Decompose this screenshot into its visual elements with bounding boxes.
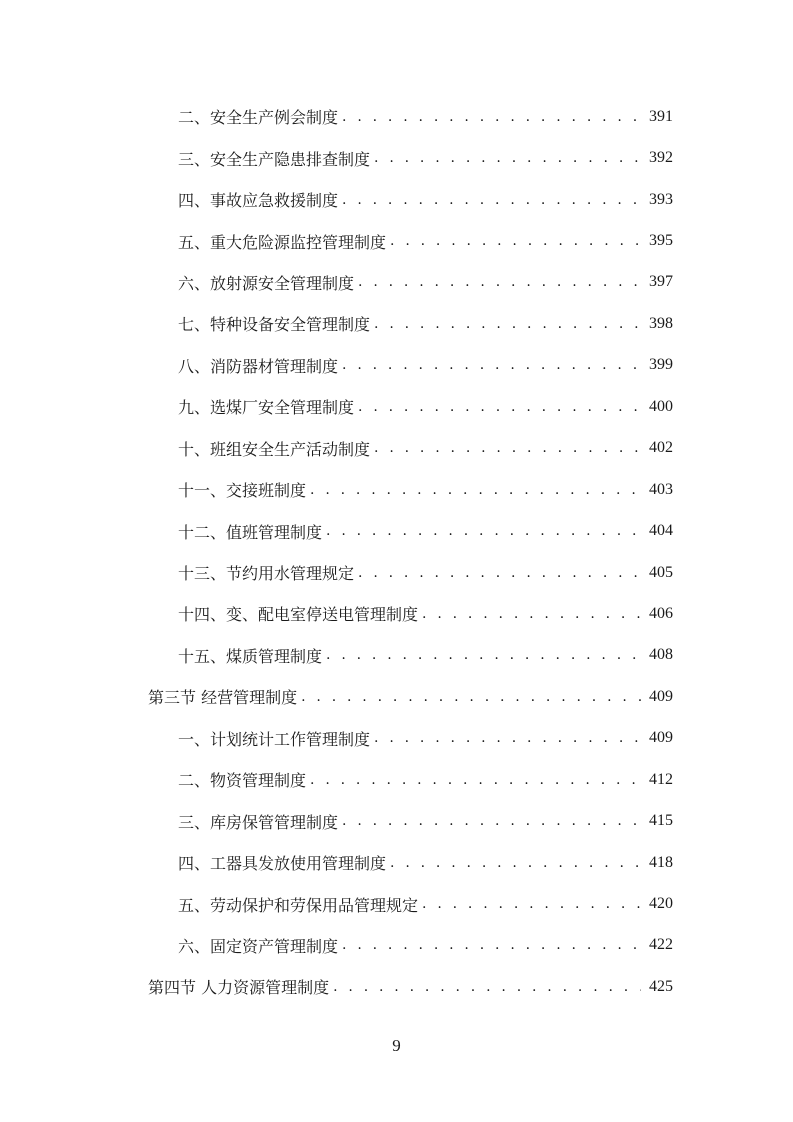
toc-entry — [0, 593, 793, 634]
toc-entry — [0, 883, 793, 924]
toc-section-heading — [0, 966, 793, 1007]
toc-leader-dots — [374, 440, 641, 456]
toc-entry-page: 420 — [649, 895, 673, 913]
toc-entry-page: 393 — [649, 190, 673, 208]
toc-entry-page: 391 — [649, 107, 673, 125]
toc-entry — [0, 137, 793, 178]
toc-leader-dots — [374, 316, 641, 332]
toc-entry — [0, 220, 793, 261]
toc-entry-title: 十二、值班管理制度 — [178, 522, 323, 542]
toc-entry — [0, 552, 793, 593]
toc-leader-dots — [310, 482, 641, 498]
toc-entry-page: 404 — [649, 522, 673, 540]
toc-entry-title: 六、固定资产管理制度 — [178, 936, 339, 956]
toc-entry — [0, 345, 793, 386]
toc-entry-title: 三、安全生产隐患排查制度 — [178, 149, 371, 169]
toc-entry — [0, 925, 793, 966]
toc-entry-page: 395 — [649, 232, 673, 250]
toc-entry-page: 397 — [649, 273, 673, 291]
toc-leader-dots — [326, 523, 641, 539]
toc-section-heading — [0, 676, 793, 717]
toc-entry-title: 十、班组安全生产活动制度 — [178, 439, 371, 459]
toc-entry-title: 十一、交接班制度 — [178, 481, 307, 501]
toc-section-title: 第四节 人力资源管理制度 — [148, 978, 330, 998]
toc-leader-dots — [422, 606, 641, 622]
toc-entry-page: 408 — [649, 646, 673, 664]
toc-entry-title: 二、物资管理制度 — [178, 771, 307, 791]
toc-entry-page: 399 — [649, 356, 673, 374]
toc-entry-page: 425 — [649, 977, 673, 995]
toc-entry-page: 422 — [649, 936, 673, 954]
toc-entry-page: 402 — [649, 439, 673, 457]
toc-entry-title: 二、安全生产例会制度 — [178, 108, 339, 128]
toc-entry — [0, 262, 793, 303]
toc-leader-dots — [310, 772, 641, 788]
toc-entry — [0, 428, 793, 469]
toc-entry-page: 398 — [649, 314, 673, 332]
toc-entry — [0, 635, 793, 676]
toc-leader-dots — [301, 689, 641, 705]
toc-entry-title: 四、事故应急救援制度 — [178, 191, 339, 211]
toc-leader-dots — [422, 896, 641, 912]
page-number: 9 — [392, 1036, 401, 1055]
toc-entry-page: 415 — [649, 812, 673, 830]
toc-entry — [0, 179, 793, 220]
toc-entry-page: 400 — [649, 397, 673, 415]
toc-entry-title: 八、消防器材管理制度 — [178, 356, 339, 376]
toc-entry-title: 七、特种设备安全管理制度 — [178, 315, 371, 335]
toc-entry — [0, 718, 793, 759]
toc-entry-page: 405 — [649, 563, 673, 581]
toc-leader-dots — [333, 979, 641, 995]
toc-entry — [0, 303, 793, 344]
toc-entry-title: 五、劳动保护和劳保用品管理规定 — [178, 895, 419, 915]
toc-entry — [0, 510, 793, 551]
toc-leader-dots — [358, 274, 641, 290]
toc-leader-dots — [342, 937, 641, 953]
toc-entry-page: 409 — [649, 729, 673, 747]
toc-entry — [0, 842, 793, 883]
toc-entry-page: 409 — [649, 687, 673, 705]
toc-entry — [0, 759, 793, 800]
toc-entry-page: 412 — [649, 770, 673, 788]
toc-entry-title: 四、工器具发放使用管理制度 — [178, 854, 387, 874]
table-of-contents — [0, 96, 793, 1008]
toc-leader-dots — [326, 647, 641, 663]
toc-entry-title: 一、计划统计工作管理制度 — [178, 729, 371, 749]
toc-leader-dots — [358, 399, 641, 415]
toc-entry — [0, 800, 793, 841]
toc-entry-title: 三、库房保管管理制度 — [178, 812, 339, 832]
toc-leader-dots — [342, 192, 641, 208]
toc-entry — [0, 96, 793, 137]
toc-leader-dots — [342, 109, 641, 125]
toc-entry-title: 十四、变、配电室停送电管理制度 — [178, 605, 419, 625]
toc-leader-dots — [390, 855, 641, 871]
toc-entry-title: 五、重大危险源监控管理制度 — [178, 232, 387, 252]
toc-leader-dots — [342, 813, 641, 829]
toc-leader-dots — [390, 233, 641, 249]
toc-leader-dots — [358, 565, 641, 581]
toc-entry-page: 403 — [649, 480, 673, 498]
toc-entry-title: 十五、煤质管理制度 — [178, 646, 323, 666]
toc-entry-title: 九、选煤厂安全管理制度 — [178, 398, 355, 418]
toc-entry-page: 392 — [649, 149, 673, 167]
toc-leader-dots — [374, 730, 641, 746]
toc-entry-title: 十三、节约用水管理规定 — [178, 564, 355, 584]
toc-entry-page: 418 — [649, 853, 673, 871]
toc-leader-dots — [342, 357, 641, 373]
toc-entry-page: 406 — [649, 604, 673, 622]
toc-entry — [0, 386, 793, 427]
toc-section-title: 第三节 经营管理制度 — [148, 688, 298, 708]
toc-entry-title: 六、放射源安全管理制度 — [178, 273, 355, 293]
toc-entry — [0, 469, 793, 510]
toc-leader-dots — [374, 150, 641, 166]
